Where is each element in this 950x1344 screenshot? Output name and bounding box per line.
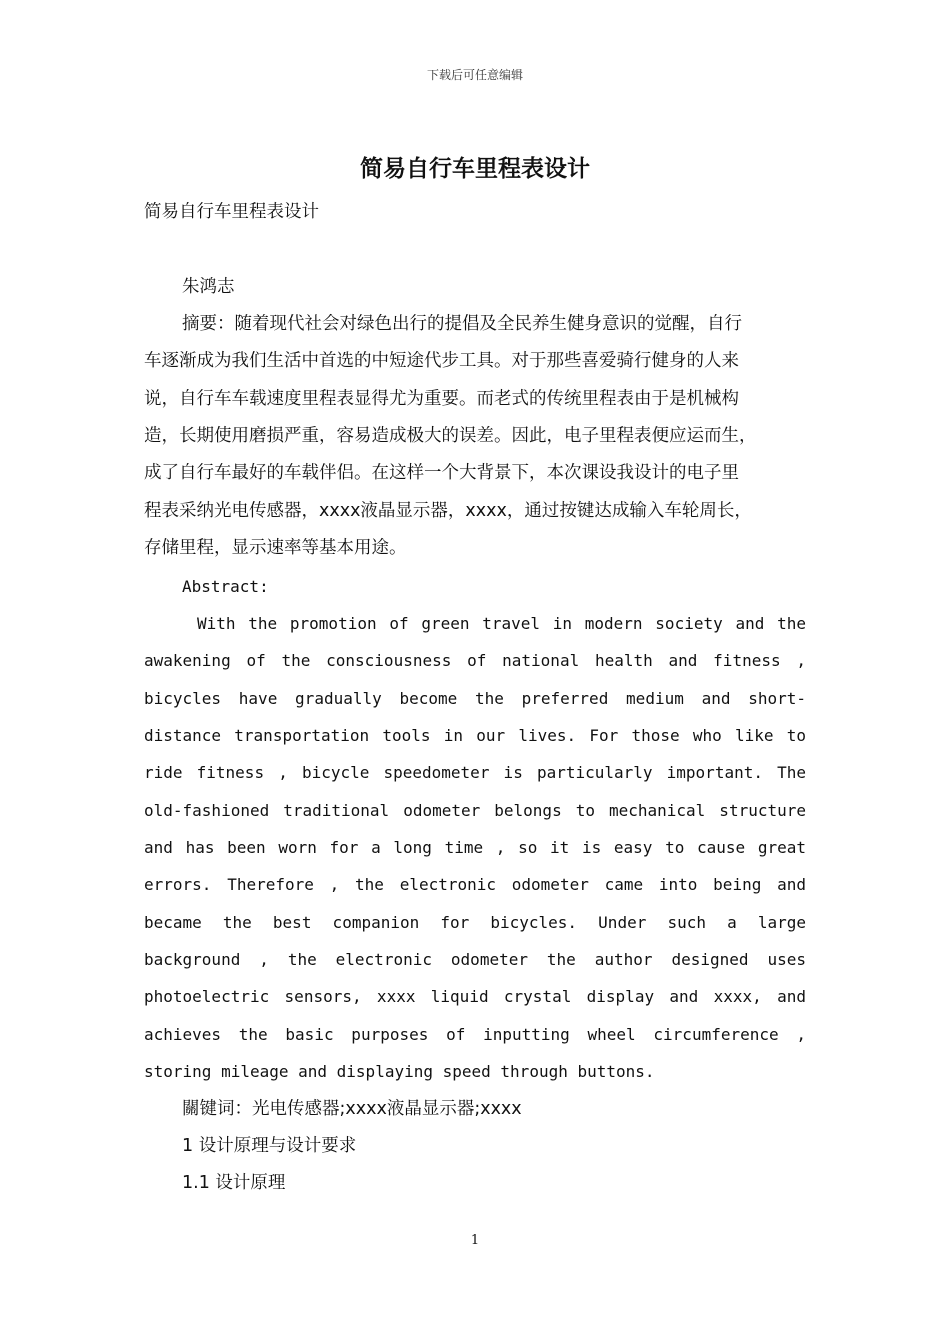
abstract-en-line: With the promotion of green travel in modern society and the (197, 614, 806, 633)
page-number: 1 (470, 1233, 480, 1248)
document-subtitle: 简易自行车里程表设计 (144, 202, 319, 222)
document-title: 简易自行车里程表设计 (360, 156, 590, 182)
author-name: 朱鸿志 (182, 277, 235, 297)
abstract-cn-line: 成了自行车最好的车载伴侣。在这样一个大背景下，本次课设我设计的电子里 (144, 463, 739, 483)
abstract-cn-line: 程表采纳光电传感器，xxxx液晶显示器，xxxx，通过按键达成输入车轮周长， (144, 501, 752, 521)
abstract-en-line: storing mileage and displaying speed through buttons. (144, 1062, 655, 1081)
section-heading-1-1: 1.1 设计原理 (182, 1173, 286, 1193)
abstract-en-line: awakening of the consciousness of national health and fitness , (144, 651, 806, 670)
section-heading-1: 1 设计原理与设计要求 (182, 1136, 357, 1156)
abstract-en-line: became the best companion for bicycles. Under such a large (144, 913, 806, 932)
abstract-cn-line: 摘要：随着现代社会对绿色出行的提倡及全民养生健身意识的觉醒，自行 (182, 314, 742, 334)
abstract-cn-line: 说，自行车车载速度里程表显得尤为重要。而老式的传统里程表由于是机械构 (144, 389, 739, 409)
abstract-en-line: achieves the basic purposes of inputting wheel circumference , (144, 1025, 806, 1044)
abstract-en-line: old-fashioned traditional odometer belongs to mechanical structure (144, 801, 806, 820)
abstract-en-line: photoelectric sensors, xxxx liquid crystal display and xxxx, and (144, 987, 806, 1006)
abstract-en-line: ride fitness , bicycle speedometer is particularly important. The (144, 763, 806, 782)
abstract-en-line: bicycles have gradually become the preferred medium and short- (144, 689, 806, 708)
abstract-cn-line: 造，长期使用磨损严重，容易造成极大的误差。因此，电子里程表便应运而生， (144, 426, 757, 446)
keywords: 關键词：光电传感器;xxxx液晶显示器;xxxx (182, 1099, 522, 1119)
abstract-en-label: Abstract: (182, 577, 269, 596)
abstract-en-line: background , the electronic odometer the author designed uses (144, 950, 806, 969)
abstract-cn-line: 存储里程，显示速率等基本用途。 (144, 538, 407, 558)
abstract-en-line: and has been worn for a long time , so it is easy to cause great (144, 838, 806, 857)
abstract-en-line: errors. Therefore , the electronic odometer came into being and (144, 875, 806, 894)
abstract-en-line: distance transportation tools in our lives. For those who like to (144, 726, 806, 745)
page-header-note: 下载后可任意编辑 (426, 68, 523, 82)
abstract-cn-line: 车逐渐成为我们生活中首选的中短途代步工具。对于那些喜爱骑行健身的人来 (144, 351, 739, 371)
